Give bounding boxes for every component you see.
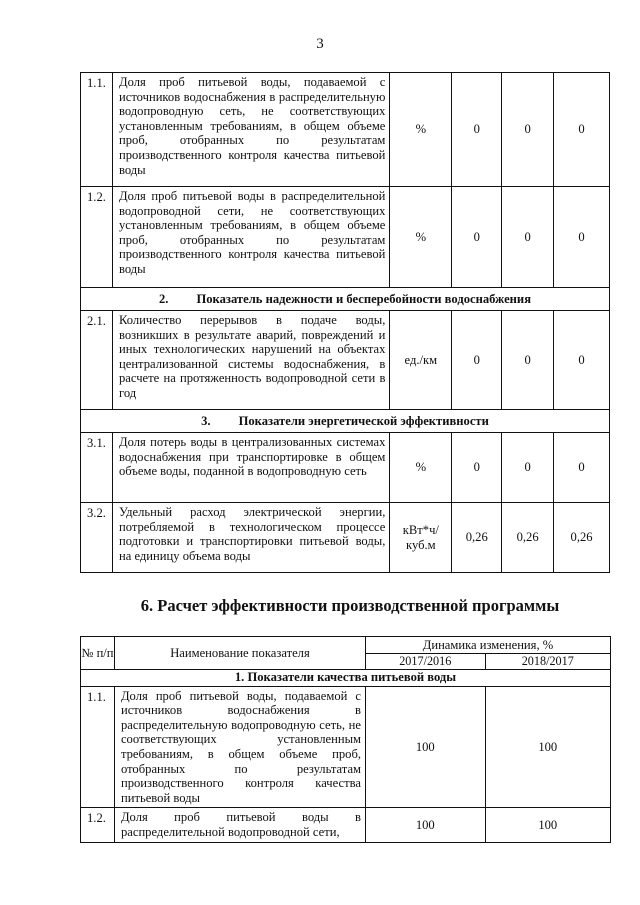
indicator-name: Доля проб питьевой воды в распределительной водопроводной сети, не соответствующих установленным требованиям, в общем объеме проб, отобранных по результатам производственного контроля качества питьевой воды <box>112 187 389 288</box>
value-cell: 0,26 <box>502 503 554 573</box>
section-title: Показатели энергетической эффективности <box>238 413 489 428</box>
value-cell: 0 <box>554 73 610 187</box>
value-cell: 0 <box>452 73 502 187</box>
value-cell: 100 <box>485 686 610 808</box>
section-number: 3. <box>201 413 211 428</box>
row-number: 1.2. <box>81 187 113 288</box>
row-number: 3.2. <box>81 503 113 573</box>
header-year-1: 2017/2016 <box>366 654 486 670</box>
indicators-table <box>80 72 610 573</box>
value-cell: 0 <box>554 433 610 503</box>
section-number: 2. <box>158 291 169 306</box>
indicator-name: Доля проб питьевой воды в распределительной водопроводной сети, <box>114 808 365 842</box>
table-row <box>81 503 610 573</box>
row-number: 1.1. <box>81 686 115 808</box>
unit-cell: % <box>390 433 452 503</box>
value-cell: 0 <box>452 187 502 288</box>
value-cell: 0 <box>554 311 610 410</box>
section-row <box>81 288 610 311</box>
value-cell: 0,26 <box>554 503 610 573</box>
section-row <box>81 669 611 686</box>
row-number: 1.2. <box>81 808 115 842</box>
table-row <box>81 311 610 410</box>
value-cell: 0 <box>452 311 502 410</box>
header-year-2: 2018/2017 <box>485 654 610 670</box>
table-row <box>81 808 611 842</box>
unit-cell: кВт*ч/ куб.м <box>390 503 452 573</box>
value-cell: 0 <box>502 187 554 288</box>
unit-cell: % <box>390 73 452 187</box>
row-number: 2.1. <box>81 311 113 410</box>
table-row <box>81 686 611 808</box>
section-row <box>81 410 610 433</box>
header-number: № п/п <box>81 637 115 670</box>
row-number: 1.1. <box>81 73 113 187</box>
table-row <box>81 433 610 503</box>
header-dynamics: Динамика изменения, % <box>366 637 611 654</box>
indicator-name: Доля проб питьевой воды, подаваемой с источников водоснабжения в распределительную водопроводную сеть, не соответствующих установленным требованиям, в общем объеме проб, отобранных по результатам производственного контроля качества питьевой воды <box>112 73 389 187</box>
section-heading: 6. Расчет эффективности производственной программы <box>140 596 560 615</box>
header-indicator: Наименование показателя <box>114 637 365 670</box>
unit-cell: ед./км <box>390 311 452 410</box>
row-number: 3.1. <box>81 433 113 503</box>
unit-cell: % <box>390 187 452 288</box>
value-cell: 100 <box>485 808 610 842</box>
table-row <box>81 187 610 288</box>
value-cell: 0 <box>554 187 610 288</box>
value-cell: 0 <box>502 433 554 503</box>
value-cell: 100 <box>366 686 486 808</box>
efficiency-table <box>80 636 611 843</box>
indicator-name: Доля потерь воды в централизованных системах водоснабжения при транспортировке в общем объеме воды, поданной в водопроводную сеть <box>112 433 389 503</box>
header-row <box>81 637 611 654</box>
section-title: Показатель надежности и бесперебойности водоснабжения <box>196 291 532 306</box>
value-cell: 0 <box>452 433 502 503</box>
indicator-name: Количество перерывов в подаче воды, возникших в результате аварий, повреждений и иных технологических нарушений на объектах централизованной системы водоснабжения, в расчете на протяженность водопроводной сети в год <box>112 311 389 410</box>
value-cell: 0 <box>502 311 554 410</box>
value-cell: 100 <box>366 808 486 842</box>
section-title: 1. Показатели качества питьевой воды <box>81 669 611 686</box>
value-cell: 0,26 <box>452 503 502 573</box>
value-cell: 0 <box>502 73 554 187</box>
page-number: 3 <box>316 36 324 52</box>
table-row <box>81 73 610 187</box>
indicator-name: Доля проб питьевой воды, подаваемой с источников водоснабжения в распределительную водопроводную сеть, не соответствующих установленным требованиям, в общем объеме проб, отобранных по результатам производственного контроля качества питьевой воды <box>114 686 365 808</box>
indicator-name: Удельный расход электрической энергии, потребляемой в технологическом процессе подготовки и транспортировки питьевой воды, на единицу объема воды <box>112 503 389 573</box>
